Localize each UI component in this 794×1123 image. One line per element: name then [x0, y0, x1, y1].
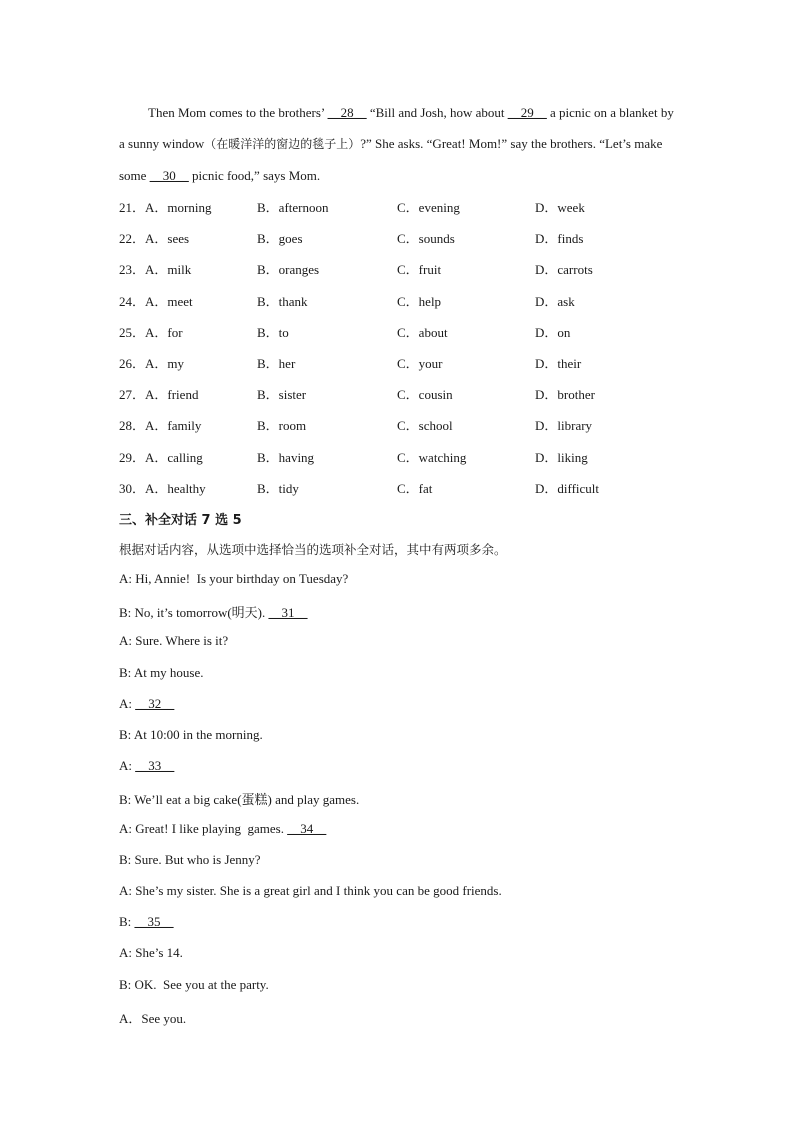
- option-text: A．meet: [145, 293, 193, 309]
- option-b: [257, 415, 306, 434]
- dialogue-text: B: No, it’s tomorrow(明天).: [119, 605, 269, 621]
- dialogue-blank: __32__: [135, 695, 175, 711]
- question-number: 29．: [119, 449, 146, 465]
- option-b: [257, 478, 299, 497]
- option-text: A．milk: [145, 262, 192, 278]
- dialogue-text: B: At my house.: [119, 664, 204, 680]
- option-text: D．finds: [535, 231, 584, 247]
- option-text: C．school: [397, 418, 453, 434]
- dialogue-blank: __34__: [287, 820, 327, 836]
- dialogue-line: [119, 1008, 186, 1027]
- option-d: [535, 228, 583, 247]
- dialogue-blank: __33__: [135, 758, 175, 774]
- option-b: [257, 322, 289, 341]
- option-a: [119, 384, 198, 403]
- dialogue-line: [119, 883, 502, 899]
- question-number: 25．: [119, 324, 146, 340]
- question-number: 27．: [119, 387, 146, 403]
- option-c: [397, 415, 453, 434]
- option-row: [119, 291, 679, 311]
- question-number: 22．: [119, 231, 146, 247]
- option-b: [257, 291, 308, 310]
- option-a: [119, 259, 191, 278]
- option-text: D．their: [535, 356, 582, 371]
- option-text: A．for: [145, 324, 183, 340]
- option-c: [397, 291, 441, 310]
- option-text: A．friend: [145, 387, 199, 403]
- option-text: C．about: [397, 324, 448, 340]
- option-text: B．room: [257, 418, 307, 434]
- option-text: B．to: [257, 324, 289, 340]
- option-text: C．sounds: [397, 231, 455, 247]
- option-d: [535, 259, 593, 278]
- option-text: C．evening: [397, 200, 460, 215]
- dialogue-blank: __35__: [134, 914, 174, 930]
- passage-cjk-note: （在暖洋洋的窗边的毯子上）: [204, 137, 361, 151]
- section-instruction: 根据对话内容，从选项中选择恰当的选项补全对话，其中有两项多余。: [119, 542, 507, 557]
- option-d: [535, 384, 595, 403]
- dialogue-line: [119, 602, 308, 621]
- dialogue-text: A: Sure. Where is it?: [119, 633, 229, 649]
- passage-text-4: ?” She asks. “Great! Mom!” say the brothers. “Let’s make some: [119, 136, 663, 183]
- dialogue-line: [119, 789, 359, 808]
- passage-text-5: picnic food,” says Mom.: [188, 168, 321, 183]
- dialogue-blank: __31__: [268, 605, 308, 621]
- blank-30: __30__: [149, 168, 189, 183]
- option-text: B．tidy: [257, 480, 299, 496]
- option-b: [257, 447, 314, 466]
- dialogue-line: [119, 727, 263, 743]
- question-number: 26．: [119, 356, 146, 371]
- option-text: D．liking: [535, 449, 588, 465]
- option-text: A．sees: [145, 231, 190, 247]
- dialogue-text: A:: [119, 758, 136, 774]
- dialogue-text: B: Sure. But who is Jenny?: [119, 851, 261, 867]
- dialogue-line: [119, 821, 326, 837]
- option-a: [119, 322, 183, 341]
- option-text: B．having: [257, 449, 315, 465]
- dialogue-line: [119, 977, 269, 993]
- option-a: [119, 291, 193, 310]
- dialogue-line: [119, 945, 183, 961]
- option-d: [535, 291, 575, 310]
- option-d: [535, 322, 570, 341]
- option-text: B．afternoon: [257, 200, 329, 215]
- option-a: [119, 415, 201, 434]
- option-row: [119, 384, 679, 404]
- option-d: [535, 197, 585, 216]
- option-c: [397, 259, 441, 278]
- dialogue-line: [119, 914, 174, 930]
- option-text: A．calling: [145, 449, 203, 465]
- option-text: B．thank: [257, 293, 308, 309]
- dialogue-line: [119, 852, 261, 868]
- option-row: [119, 478, 679, 498]
- dialogue-text: B: We’ll eat a big cake(蛋糕) and play games.: [119, 792, 360, 808]
- option-text: B．oranges: [257, 262, 320, 278]
- dialogue-text: B:: [119, 914, 135, 930]
- option-d: [535, 353, 581, 372]
- dialogue-text: A: Great! I like playing games.: [119, 820, 288, 836]
- option-text: A．family: [145, 418, 202, 434]
- option-a: [119, 478, 206, 497]
- question-number: 30．: [119, 480, 146, 496]
- option-d: [535, 415, 592, 434]
- dialogue-line: [119, 633, 228, 649]
- option-row: [119, 415, 679, 435]
- option-b: [257, 384, 306, 403]
- option-d: [535, 447, 588, 466]
- option-row: [119, 353, 679, 373]
- dialogue-text: A: Hi, Annie! Is your birthday on Tuesday?: [119, 571, 349, 586]
- question-number: 23．: [119, 262, 146, 278]
- question-number: 28．: [119, 418, 146, 434]
- option-text: A．morning: [145, 200, 212, 215]
- option-text: B．her: [257, 356, 296, 371]
- dialogue-text: A:: [119, 695, 136, 711]
- option-a: [119, 353, 184, 372]
- option-text: D．ask: [535, 293, 575, 309]
- option-text: B．sister: [257, 387, 307, 403]
- option-text: C．watching: [397, 449, 467, 465]
- passage-text-2: “Bill and Josh, how about: [366, 105, 508, 120]
- dialogue-text: A: She’s 14.: [119, 945, 183, 961]
- option-text: C．cousin: [397, 387, 453, 403]
- dialogue-line: [119, 758, 174, 774]
- dialogue-line: [119, 665, 204, 681]
- dialogue-line: [119, 571, 348, 587]
- option-text: D．week: [535, 200, 585, 215]
- option-text: D．brother: [535, 387, 595, 403]
- dialogue-text: A．See you.: [119, 1010, 187, 1026]
- option-text: C．your: [397, 356, 443, 371]
- option-text: D．on: [535, 324, 571, 340]
- option-c: [397, 447, 466, 466]
- option-a: [119, 228, 189, 247]
- blank-28: __28__: [327, 105, 367, 120]
- option-b: [257, 353, 295, 372]
- passage-text-3: a picnic on a blanket by a sunny window: [119, 105, 674, 151]
- option-c: [397, 384, 453, 403]
- option-c: [397, 228, 455, 247]
- option-b: [257, 228, 303, 247]
- question-number: 21．: [119, 200, 146, 215]
- option-a: [119, 447, 203, 466]
- dialogue-text: A: She’s my sister. She is a great girl and I think you can be good friends.: [119, 883, 502, 898]
- option-text: A．healthy: [145, 480, 206, 496]
- passage-paragraph: [119, 97, 679, 191]
- section-heading: 三、补全对话 7 选 5: [119, 513, 242, 528]
- option-text: A．my: [145, 356, 185, 371]
- option-c: [397, 478, 432, 497]
- dialogue-text: B: OK. See you at the party.: [119, 976, 269, 992]
- option-text: B．goes: [257, 231, 303, 247]
- option-c: [397, 322, 448, 341]
- option-text: D．library: [535, 418, 593, 434]
- option-text: C．fruit: [397, 262, 442, 278]
- option-a: [119, 197, 211, 216]
- option-b: [257, 197, 328, 216]
- option-c: [397, 353, 443, 372]
- question-number: 24．: [119, 293, 146, 309]
- option-row: [119, 447, 679, 467]
- option-d: [535, 478, 599, 497]
- option-b: [257, 259, 319, 278]
- option-text: C．fat: [397, 480, 433, 496]
- option-c: [397, 197, 460, 216]
- option-row: [119, 228, 679, 248]
- option-row: [119, 197, 679, 217]
- option-row: [119, 322, 679, 342]
- dialogue-line: [119, 696, 174, 712]
- dialogue-text: B: At 10:00 in the morning.: [119, 727, 263, 742]
- option-text: D．carrots: [535, 262, 593, 278]
- option-text: C．help: [397, 293, 442, 309]
- option-row: [119, 259, 679, 279]
- blank-29: __29__: [507, 105, 547, 120]
- option-text: D．difficult: [535, 480, 600, 496]
- passage-text-1: Then Mom comes to the brothers’: [148, 105, 328, 120]
